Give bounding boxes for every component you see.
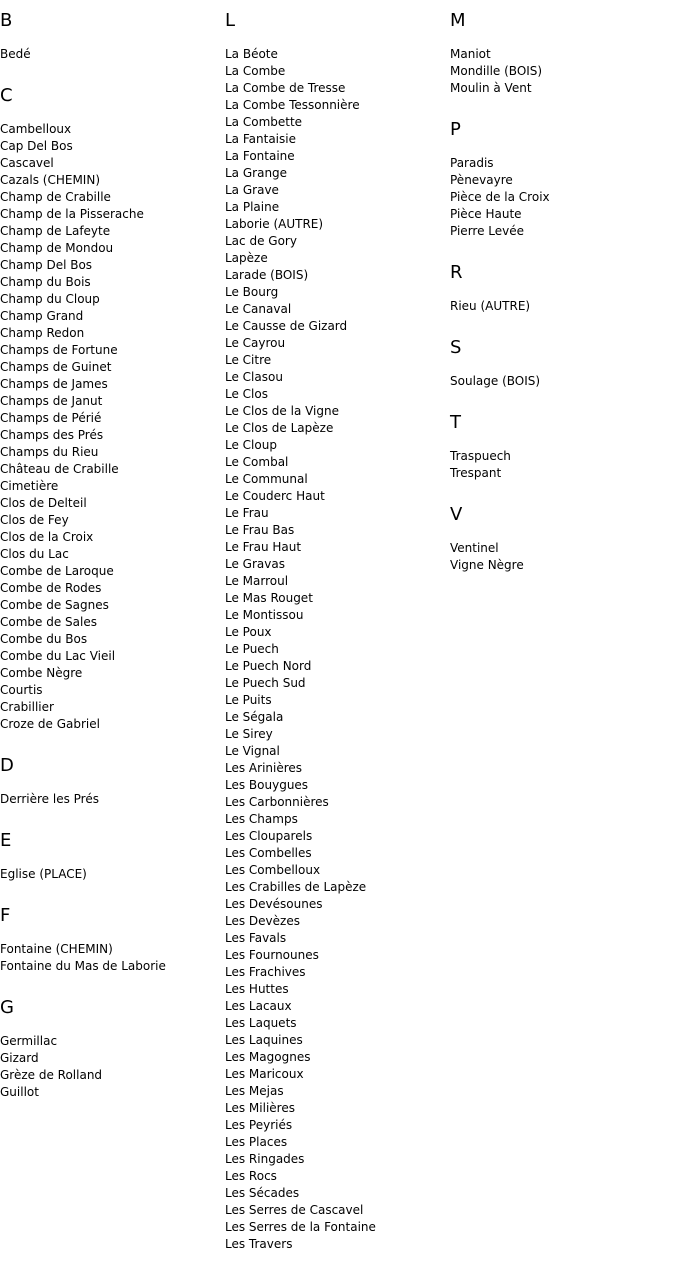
place-entry[interactable]: Clos de Delteil	[0, 496, 87, 510]
place-entry[interactable]: Les Favals	[225, 931, 287, 945]
place-entry[interactable]: Maniot	[450, 47, 491, 61]
place-entry[interactable]: Germillac	[0, 1034, 58, 1048]
place-entry[interactable]: Les Bouygues	[225, 778, 309, 792]
place-entry[interactable]: Pènevayre	[450, 173, 513, 187]
letter-heading: R	[450, 262, 463, 283]
entry-list	[0, 941, 222, 975]
place-entry[interactable]: La Plaine	[225, 200, 280, 214]
place-entry[interactable]: Les Maricoux	[225, 1067, 304, 1081]
place-entry[interactable]: Les Devèzes	[225, 914, 300, 928]
place-entry[interactable]: Les Places	[225, 1135, 288, 1149]
place-entry[interactable]: Le Vignal	[225, 744, 280, 758]
letter-heading: G	[0, 997, 14, 1018]
letter-heading: E	[0, 830, 12, 851]
place-entry[interactable]: La Fontaine	[225, 149, 295, 163]
place-entry[interactable]: Lapèze	[225, 251, 268, 265]
letter-heading: S	[450, 337, 462, 358]
place-entry[interactable]: Les Rocs	[225, 1169, 277, 1183]
place-entry[interactable]: Traspuech	[450, 449, 511, 463]
entry-list	[0, 791, 222, 808]
place-entry[interactable]: Champ Del Bos	[0, 258, 93, 272]
place-entry[interactable]: Champs de Fortune	[0, 343, 118, 357]
place-entry[interactable]: Cambelloux	[0, 122, 72, 136]
letter-section-l	[225, 8, 447, 1253]
place-entry[interactable]: Croze de Gabriel	[0, 717, 100, 731]
letter-heading: L	[225, 10, 236, 31]
place-entry[interactable]: La Fantaisie	[225, 132, 296, 146]
place-entry[interactable]: Champ Redon	[0, 326, 85, 340]
place-entry[interactable]: Les Huttes	[225, 982, 289, 996]
place-entry[interactable]: Guillot	[0, 1085, 39, 1099]
place-entry[interactable]: Combe de Sagnes	[0, 598, 109, 612]
place-entry[interactable]: Champ de Lafeyte	[0, 224, 111, 238]
place-entry[interactable]: Trespant	[450, 466, 502, 480]
place-entry[interactable]: Les Peyriés	[225, 1118, 293, 1132]
letter-section-d	[0, 753, 222, 808]
place-entry[interactable]: Cimetière	[0, 479, 59, 493]
place-entry[interactable]: Pièce Haute	[450, 207, 522, 221]
place-entry[interactable]: Le Puits	[225, 693, 272, 707]
letter-heading: F	[0, 905, 11, 926]
place-entry[interactable]: Laborie (AUTRE)	[225, 217, 324, 231]
place-entry[interactable]: Courtis	[0, 683, 43, 697]
place-entry[interactable]: Le Communal	[225, 472, 308, 486]
place-entry[interactable]: Le Canaval	[225, 302, 292, 316]
place-entry[interactable]: Combe du Lac Vieil	[0, 649, 116, 663]
entry-list	[450, 373, 672, 390]
place-entry[interactable]: La Béote	[225, 47, 278, 61]
place-entry[interactable]: Larade (BOIS)	[225, 268, 309, 282]
place-entry[interactable]: Les Arinières	[225, 761, 303, 775]
place-entry[interactable]: Les Laquets	[225, 1016, 297, 1030]
place-entry[interactable]: Fontaine du Mas de Laborie	[0, 959, 166, 973]
place-entry[interactable]: Le Mas Rouget	[225, 591, 313, 605]
entry-list	[0, 121, 222, 733]
letter-section-e	[0, 828, 222, 883]
place-entry[interactable]: Les Travers	[225, 1237, 293, 1251]
entry-list	[0, 46, 222, 63]
place-entry[interactable]: Mondille (BOIS)	[450, 64, 543, 78]
place-entry[interactable]: Les Combelles	[225, 846, 312, 860]
place-entry[interactable]: Champs des Prés	[0, 428, 104, 442]
place-entry[interactable]: Château de Crabille	[0, 462, 119, 476]
letter-heading: C	[0, 85, 13, 106]
place-entry[interactable]: Moulin à Vent	[450, 81, 532, 95]
place-entry[interactable]: Les Magognes	[225, 1050, 311, 1064]
place-entry[interactable]: Combe de Laroque	[0, 564, 114, 578]
place-entry[interactable]: La Grave	[225, 183, 279, 197]
place-entry[interactable]: Le Citre	[225, 353, 272, 367]
place-entry[interactable]: Fontaine (CHEMIN)	[0, 942, 113, 956]
letter-heading: V	[450, 504, 463, 525]
place-entry[interactable]: Eglise (PLACE)	[0, 867, 87, 881]
place-entry[interactable]: La Combette	[225, 115, 303, 129]
index-column-2	[225, 8, 447, 1273]
letter-heading: T	[450, 412, 461, 433]
place-entry[interactable]: Lac de Gory	[225, 234, 297, 248]
place-entry[interactable]: Les Crabilles de Lapèze	[225, 880, 367, 894]
place-entry[interactable]: Le Poux	[225, 625, 272, 639]
entry-list	[450, 46, 672, 97]
place-entry[interactable]: Champ de Mondou	[0, 241, 114, 255]
letter-section-m	[450, 8, 672, 97]
place-entry[interactable]: Combe Nègre	[0, 666, 83, 680]
letter-section-f	[0, 903, 222, 975]
place-entry[interactable]: Le Ségala	[225, 710, 284, 724]
place-entry[interactable]: Les Fournounes	[225, 948, 319, 962]
place-entry[interactable]: Le Clos de la Vigne	[225, 404, 339, 418]
place-entry[interactable]: Champs de Périé	[0, 411, 102, 425]
letter-section-r	[450, 260, 672, 315]
place-entry[interactable]: Champ Grand	[0, 309, 84, 323]
place-entry[interactable]: Champs de Janut	[0, 394, 103, 408]
letter-heading: B	[0, 10, 13, 31]
place-entry[interactable]: Les Ringades	[225, 1152, 305, 1166]
letter-heading: P	[450, 119, 461, 140]
letter-section-v	[450, 502, 672, 574]
letter-section-g	[0, 995, 222, 1101]
place-entry[interactable]: Cap Del Bos	[0, 139, 73, 153]
place-entry[interactable]: Pierre Levée	[450, 224, 525, 238]
place-entry[interactable]: Le Puech	[225, 642, 279, 656]
place-entry[interactable]: Les Serres de la Fontaine	[225, 1220, 376, 1234]
entry-list	[450, 155, 672, 240]
place-entry[interactable]: Les Frachives	[225, 965, 306, 979]
index-column-1	[0, 8, 222, 1121]
place-entry[interactable]: Champ de Crabille	[0, 190, 111, 204]
place-entry[interactable]: Le Gravas	[225, 557, 285, 571]
letter-section-t	[450, 410, 672, 482]
place-entry[interactable]: Les Milières	[225, 1101, 295, 1115]
place-entry[interactable]: Champs de Guinet	[0, 360, 112, 374]
place-entry[interactable]: La Combe	[225, 64, 286, 78]
place-entry[interactable]: Champ du Bois	[0, 275, 91, 289]
letter-section-b	[0, 8, 222, 63]
place-entry[interactable]: Le Cloup	[225, 438, 277, 452]
place-entry[interactable]: Le Clos	[225, 387, 268, 401]
place-entry[interactable]: Le Clasou	[225, 370, 283, 384]
place-entry[interactable]: Champ de la Pisserache	[0, 207, 144, 221]
place-entry[interactable]: Champ du Cloup	[0, 292, 100, 306]
place-entry[interactable]: Le Couderc Haut	[225, 489, 325, 503]
place-entry[interactable]: Champs de James	[0, 377, 108, 391]
place-entry[interactable]: Soulage (BOIS)	[450, 374, 541, 388]
place-entry[interactable]: Le Puech Nord	[225, 659, 312, 673]
place-entry[interactable]: Le Frau Bas	[225, 523, 295, 537]
place-entry[interactable]: Combe du Bos	[0, 632, 88, 646]
place-entry[interactable]: Les Champs	[225, 812, 298, 826]
place-entry[interactable]: Champs du Rieu	[0, 445, 99, 459]
entry-list	[225, 46, 447, 1253]
letter-heading: D	[0, 755, 14, 776]
letter-section-s	[450, 335, 672, 390]
entry-list	[450, 448, 672, 482]
place-entry[interactable]: Le Causse de Gizard	[225, 319, 348, 333]
place-entry[interactable]: Cazals (CHEMIN)	[0, 173, 101, 187]
entry-list	[450, 540, 672, 574]
place-entry[interactable]: Vigne Nègre	[450, 558, 524, 572]
place-entry[interactable]: Les Devésounes	[225, 897, 323, 911]
place-entry[interactable]: Ventinel	[450, 541, 499, 555]
place-entry[interactable]: Les Mejas	[225, 1084, 284, 1098]
place-entry[interactable]: Le Sirey	[225, 727, 273, 741]
place-entry[interactable]: Les Laquines	[225, 1033, 303, 1047]
place-entry[interactable]: Les Serres de Cascavel	[225, 1203, 364, 1217]
place-entry[interactable]: Les Combelloux	[225, 863, 321, 877]
place-entry[interactable]: Le Cayrou	[225, 336, 286, 350]
place-entry[interactable]: Le Combal	[225, 455, 289, 469]
place-entry[interactable]: Rieu (AUTRE)	[450, 299, 531, 313]
letter-heading: M	[450, 10, 466, 31]
letter-section-p	[450, 117, 672, 240]
place-entry[interactable]: Grèze de Rolland	[0, 1068, 103, 1082]
place-entry[interactable]: Les Lacaux	[225, 999, 292, 1013]
place-entry[interactable]: Combe de Sales	[0, 615, 97, 629]
place-entry[interactable]: Crabillier	[0, 700, 54, 714]
entry-list	[450, 298, 672, 315]
place-entry[interactable]: Le Frau	[225, 506, 269, 520]
place-entry[interactable]: Pièce de la Croix	[450, 190, 550, 204]
place-entry[interactable]: La Grange	[225, 166, 288, 180]
place-entry[interactable]: Clos de la Croix	[0, 530, 94, 544]
place-entry[interactable]: Le Bourg	[225, 285, 279, 299]
place-entry[interactable]: Clos du Lac	[0, 547, 69, 561]
place-entry[interactable]: Les Clouparels	[225, 829, 313, 843]
index-column-3	[450, 8, 672, 594]
place-entry[interactable]: Derrière les Prés	[0, 792, 99, 806]
place-entry[interactable]: Le Montissou	[225, 608, 304, 622]
place-entry[interactable]: Le Puech Sud	[225, 676, 306, 690]
place-entry[interactable]: Le Marroul	[225, 574, 289, 588]
place-entry[interactable]: Paradis	[450, 156, 494, 170]
place-entry[interactable]: La Combe de Tresse	[225, 81, 346, 95]
letter-section-c	[0, 83, 222, 733]
place-entry[interactable]: La Combe Tessonnière	[225, 98, 360, 112]
place-entry[interactable]: Le Clos de Lapèze	[225, 421, 334, 435]
place-entry[interactable]: Les Sécades	[225, 1186, 300, 1200]
place-entry[interactable]: Bedé	[0, 47, 31, 61]
entry-list	[0, 1033, 222, 1101]
entry-list	[0, 866, 222, 883]
place-entry[interactable]: Combe de Rodes	[0, 581, 102, 595]
place-entry[interactable]: Les Carbonnières	[225, 795, 329, 809]
place-entry[interactable]: Le Frau Haut	[225, 540, 302, 554]
place-entry[interactable]: Cascavel	[0, 156, 54, 170]
place-entry[interactable]: Gizard	[0, 1051, 39, 1065]
place-entry[interactable]: Clos de Fey	[0, 513, 69, 527]
